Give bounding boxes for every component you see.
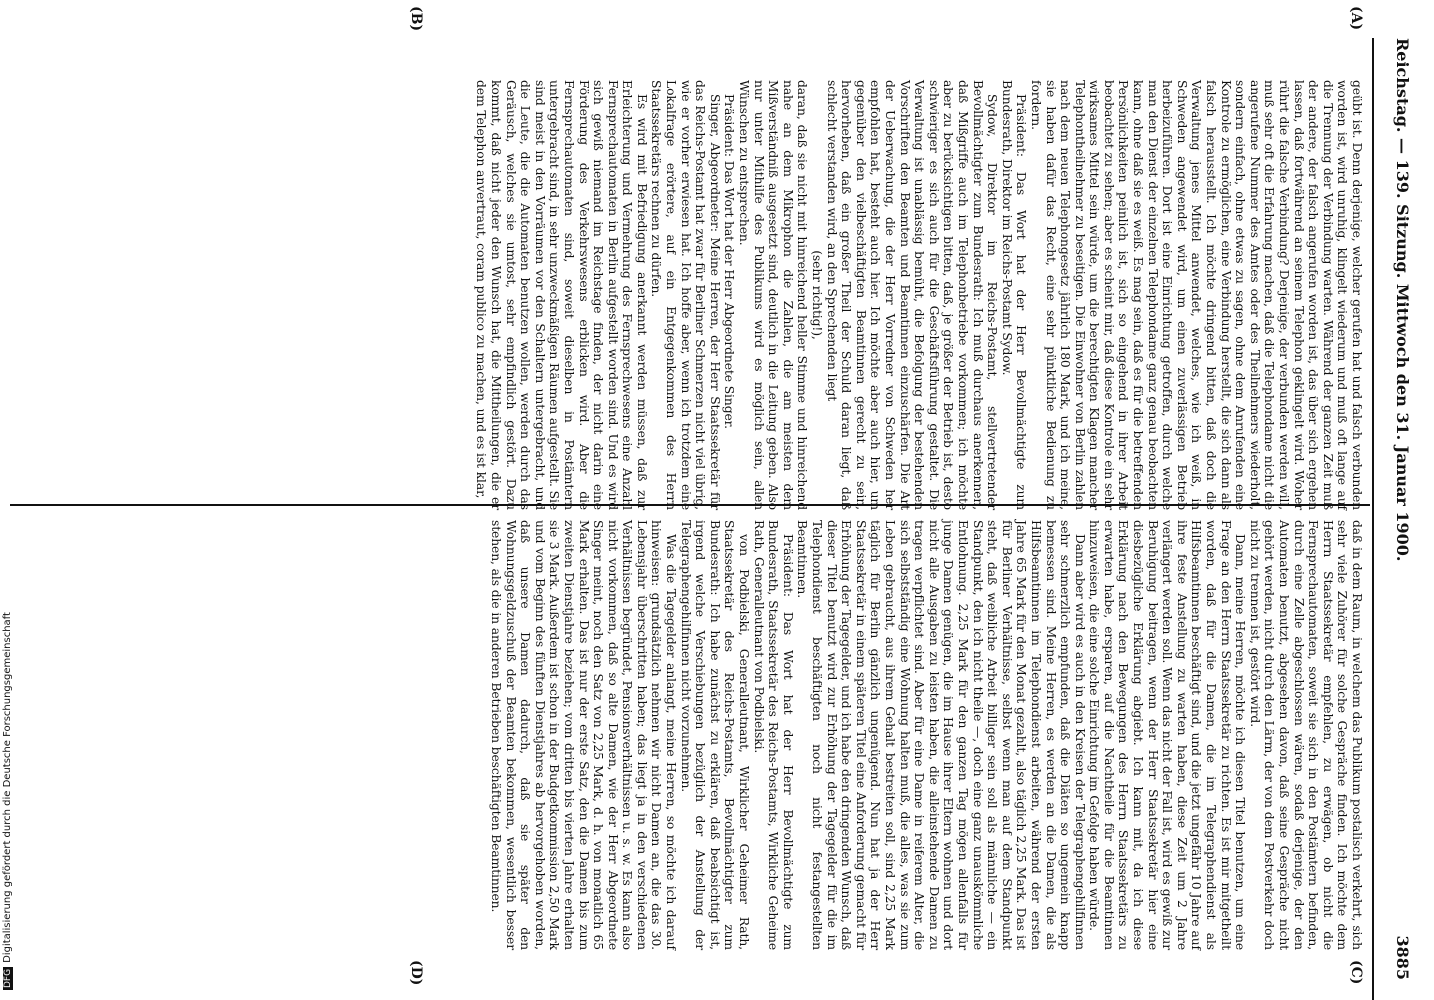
paragraph: Dann aber wird es auch in den Kreisen der Telegraphengehilfinnen sehr schmerzlich empfunden, daß die Diäten so ungemein knapp bemessen sind. Meine Herren, es werden an die Damen, die als Hilfsbeamtinnen im Telephondienst arbeiten, während der ersten Jahre 65 Mark für den Monat gezahlt, also täglich 2,25 Mark. Das ist für Berliner Verhältnisse, selbst wenn man auf dem Standpunkt steht, daß weibliche Arbeit billiger sein soll als männliche — ein Standpunkt, den ich nicht theile —, doch eine ganz unauskömmliche Entlohnung. 2,25 Mark für den ganzen Tag mögen allenfalls für junge Damen genügen, die im Hause ihrer Eltern wohnen und dort nicht alle Ausgaben zu leisten haben, die alleinstehende Damen zu tragen verpflichtet sind. Aber für eine Dame in reiferem Alter, die sich selbstständig eine Wohnung halten muß, die alles, was sie zum Leben gebraucht, aus ihrem Gehalt bestreiten soll, sind 2,25 Mark täglich für Berlin gänzlich ungenügend. Nun hat ja der Herr Staatssekretär in einem späteren Titel eine Anforderung gemacht für Erhöhung der Tagegelder, und ich habe den dringenden Wunsch, daß dieser Titel benutzt wird zur Erhöhung der Tagegelder für die im Telephondienst beschäftigten noch nicht festangestellten Beamtinnen. (795, 520, 1087, 950)
margin-mark-a: (A) (1348, 6, 1364, 31)
paragraph: von Podbielski, Generalleutnant, Wirklicher Geheimer Rath, Staatssekretär des Reichs-Postamts, Bevollmächtigter zum Bundesrath: Ich habe zunächst zu erklären, daß beabsichtigt ist, irgend welche Verschiebungen bezüglich der Anstellung der Telegraphengehilfinnen nicht vorzunehmen. (678, 520, 752, 950)
footer-strip (2, 0, 16, 1000)
paragraph: Präsident: Das Wort hat der Herr Abgeordnete Singer. (722, 94, 737, 429)
paragraph: daß in dem Raum, in welchem das Publikum postalisch verkehrt, sich sehr viele Zuhörer für solche Gespräche finden. Ich möchte dem Herrn Staatssekretär empfehlen, zu erwägen, ob nicht die Fernsprechautomaten, soweit sie sich in den Postämtern befinden, durch eine Zelle abgeschlossen wären, sodaß derjenige, der den Automaten benutzt, abgesehen davon, daß seine Gespräche nicht gehört werden, nicht durch den Lärm, der von dem Postverkehr doch nicht zu trennen ist, gestört wird. (1247, 520, 1364, 950)
column-divider (10, 504, 1370, 506)
paragraph: geübt ist. Denn derjenige, welcher gerufen hat und falsch verbunden worden ist, wird unruhig, klingelt wiederum und muß oft lange auf die Trennung der Verbindung warten. Während der ganzen Zeit muß der andere, der falsch angerufen worden ist, das über sich ergehen lassen, daß fortwährend an seinem Telephon geklingelt wird. Woher rührt die falsche Verbindung? Derjenige, der verbunden werden will, muß sehr oft die Erfahrung machen, daß die Telephondame nicht die angerufene Nummer des Amtes oder des Theilnehmers wiederholt, sondern einfach, ohne etwas zu sagen, ohne dem Anrufenden eine Kontrole zu ermöglichen, eine Verbindung herstellt, die sich dann als falsch herausstellt. Ich möchte dringend bitten, daß doch die Verwaltung jenes Mittel anwendet, welches, wie ich weiß, in Schweden angewendet wird, um einen zuverlässigen Betrieb herbeizuführen. Dort ist eine Einrichtung getroffen, durch welche man den Dienst der einzelnen Telephondame ganz genau beobachten kann, ohne daß sie es weiß. Es mag sein, daß es für die betreffenden Persönlichkeiten peinlich ist, sich so eingehend in ihrer Arbeit beobachtet zu sehen; aber es scheint mir, daß diese Kontrole ein sehr wirksames Mittel sein würde, um die berechtigten Klagen mancher Telephontheilnehmer zu beseitigen. Die Einwohner von Berlin zahlen nach dem neuen Telephongesetz jährlich 180 Mark, und ich meine, sie haben dafür das Recht, eine sehr pünktliche Bedienung zu fordern. (1028, 80, 1364, 510)
margin-mark-c: (C) (1348, 960, 1364, 985)
paragraph: Sydow, Direktor im Reichs-Postamt, stellvertretender Bevollmächtigter zum Bundesrath: Ich muß durchaus anerkennen, daß Mißgriffe auch im Telephonbetriebe vorkommen; ich möchte aber zu berücksichtigen bitten, daß, je größer der Betrieb ist, desto schwieriger es sich auch für die Geschäftsführung gestaltet. Die Verwaltung ist unablässig bemüht, die Befolgung der bestehenden Vorschriften den Beamten und Beamtinnen einzuschärfen. Die Art der Ueberwachung, die der Herr Vorredner von Schweden her empfohlen hat, besteht auch hier. Ich möchte aber auch hier, um gegenüber den vielbeschäftigten Beamtinnen gerecht zu sein, hervorheben, daß ein großer Theil der Schuld daran liegt, daß schlecht verstanden wird, an den Sprechenden liegt (824, 80, 1000, 510)
paragraph: Präsident: Das Wort hat der Herr Bevollmächtigte zum Bundesrath, Direktor im Reichs-Postamt Sydow. (999, 80, 1029, 510)
dfg-logo: DFG (3, 968, 13, 988)
margin-mark-b: (B) (408, 6, 424, 32)
paragraph: Präsident: Das Wort hat der Herr Bevollmächtigte zum Bundesrath, Staatssekretär des Reichs-Postamts, Wirkliche Geheime Rath, Generalleutnant von Podbielski. (751, 520, 795, 950)
paragraph: Singer, Abgeordneter: Meine Herren, der Herr Staatssekretär für das Reichs-Postamt hat zwar für Berliner Schmerzen nicht viel übrig, wie er vorher erwiesen hat. Ich hoffe aber, wenn ich trotzdem eine Lokalfrage erörtere, auf ein Entgegenkommen des Herrn Staatssekretärs rechnen zu dürfen. (649, 80, 722, 510)
margin-mark-d: (D) (408, 960, 424, 986)
paragraph: Es wird mit Befriedigung anerkannt werden müssen, daß zur Erleichterung und Vermehrung des Fernsprechwesens eine Anzahl Fernsprechautomaten in Berlin aufgestellt worden sind. Und es wird sich gewiß niemand im Reichstage finden, der nicht darin eine Förderung des Verkehrswesens erblicken wird. Aber die Fernsprechautomaten sind, soweit dieselben in Postämtern untergebracht sind, in sehr unzweckmäßigen Räumen aufgestellt. Sie sind meist in den Vorräumen vor den Schaltern untergebracht, und die Leute, die die Automaten benutzen wollen, werden durch das Geräusch, welches sie umtost, sehr empfindlich gestört. Dazu kommt, daß nicht jeder den Wunsch hat, die Mittheilungen, die er dem Telephon anvertraut, coram publico zu machen, und es ist klar, (474, 80, 649, 511)
footer-text: Digitalisierung gefördert durch die Deutsche Forschungsgemeinschaft (2, 612, 13, 963)
page-number: 3885 (1393, 935, 1412, 980)
digitization-credit (2, 612, 13, 990)
paragraph: daran, daß sie nicht mit hinreichend heller Stimme und hinreichend nahe an dem Mikrophon die Zahlen, die am meisten dem Mißverständniß ausgesetzt sind, deutlich in die Leitung geben. Also nur unter Mithilfe des Publikums wird es möglich sein, allen Wünschen zu entsprechen. (737, 80, 810, 510)
page-header-title: Reichstag. — 139. Sitzung. Mittwoch den 31. Januar 1900. (1393, 38, 1412, 562)
left-text-column (474, 80, 1364, 510)
paragraph: Was die Tagegelder anlangt, meine Herren, so möchte ich darauf hinweisen: grundsätzlich nehmen wir nicht Damen an, die das 30. Lebensjahr überschritten haben; das liegt ja in den verschiedenen Verhältnissen begründet, Pensionsverhältnissen u. s. w. Es kann also nicht vorkommen, daß so alte Damen, wie der Herr Abgeordnete Singer meint, noch den Satz von 2,25 Mark, d. h. von monatlich 65 Mark erhalten. Das ist nur der erste Satz, den die Damen bis zum zweiten Dienstjahre beziehen; vom dritten bis vierten Jahre erhalten sie 3 Mark. Außerdem ist schon in der Budgetkommission 2,50 Mark und vom Beginn des fünften Dienstjahres ab hervorgehoben worden, daß unsere Damen dadurch, daß sie später den Wohnungsgeldzuschuß der Beamten bekommen, wesentlich besser stehen, als die in anderen Betrieben beschäftigten Beamtinnen. (488, 520, 679, 950)
interjection: (sehr richtig!), (810, 250, 825, 340)
paragraph: Dann, meine Herren, möchte ich diesen Titel benutzen, um eine Frage an den Herrn Staatssekretär zu richten. Es ist mir mitgetheilt worden, daß für die Damen, die im Telegraphendienst als Hilfsbeamtinnen beschäftigt sind, und die jetzt ungefähr 10 Jahre auf ihre feste Anstellung zu warten haben, diese Zeit um 2 Jahre verlängert werden soll. Wenn das nicht der Fall ist, wird es gewiß zur Beruhigung beitragen, wenn der Herr Staatssekretär hier eine diesbezügliche Erklärung abgiebt. Ich kann mit, da ich diese Erklärung nach den Bewegungen des Herrn Staatssekretärs zu erwarten habe, ersparen, auf die Nachtheile für die Beamtinnen hinzuweisen, die eine solche Einrichtung im Gefolge haben würde. (1087, 520, 1248, 950)
right-text-column (488, 520, 1364, 950)
header-rule (1372, 38, 1374, 1000)
page-header (1378, 38, 1412, 980)
